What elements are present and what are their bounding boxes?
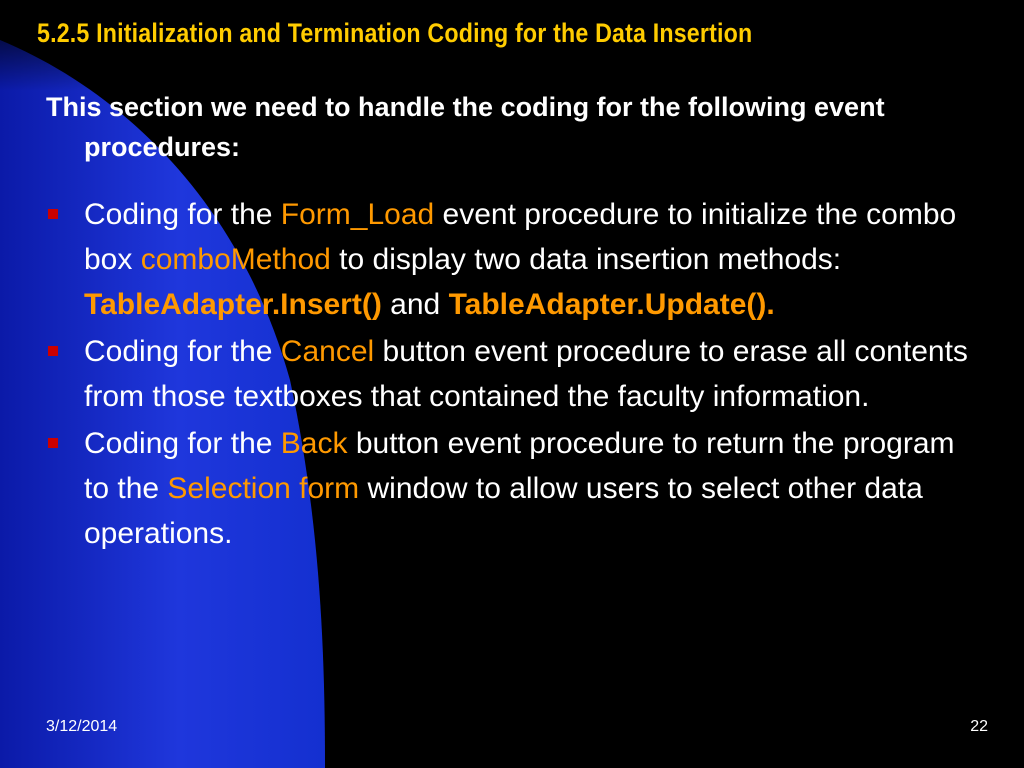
bullet-form-load	[48, 192, 978, 327]
bullet-text: to display two data insertion methods:	[330, 243, 842, 276]
keyword-form-load: Form_Load	[280, 198, 435, 231]
bullet-text: window to allow users to select other data operations.	[84, 472, 923, 550]
slide-title: 5.2.5 Initialization and Termination Coding for the Data Insertion	[37, 18, 753, 48]
bullet-back	[48, 421, 978, 556]
square-bullet-icon	[48, 346, 58, 356]
bullet-cancel	[48, 329, 978, 419]
footer-date: 3/12/2014	[46, 718, 118, 735]
keyword-back: Back	[280, 427, 348, 460]
keyword-tableadapter-insert: TableAdapter.Insert()	[84, 288, 382, 321]
bullet-text: event procedure to initialize the combo box	[84, 198, 957, 276]
bullet-text: Coding for the	[84, 427, 281, 460]
bullet-list	[48, 192, 978, 558]
bullet-text: Coding for the	[84, 335, 281, 368]
keyword-tableadapter-update: TableAdapter.Update().	[448, 288, 775, 321]
intro-text: This section we need to handle the coding for the following event procedures:	[46, 92, 885, 162]
keyword-selection-form: Selection form	[167, 472, 360, 505]
bullet-text: button event procedure to erase all contents from those textboxes that contained the faculty information.	[84, 335, 968, 413]
square-bullet-icon	[48, 438, 58, 448]
square-bullet-icon	[48, 209, 58, 219]
bullet-text: and	[381, 288, 449, 321]
page-number: 22	[970, 718, 988, 735]
keyword-combomethod: comboMethod	[140, 243, 331, 276]
bullet-text: Coding for the	[84, 198, 281, 231]
keyword-cancel: Cancel	[280, 335, 375, 368]
bullet-text: button event procedure to return the program to the	[84, 427, 955, 505]
